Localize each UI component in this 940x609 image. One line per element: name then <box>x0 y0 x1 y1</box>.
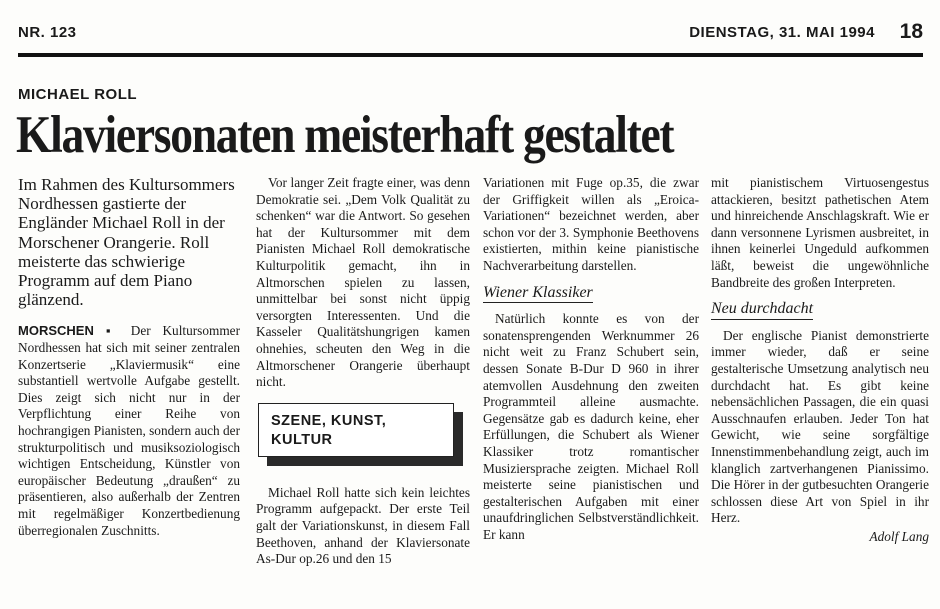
column-1 <box>18 175 240 539</box>
dateline: MORSCHEN ▪ <box>18 323 119 339</box>
paragraph-text: Der Kultursommer Nordhessen hat sich mit seiner zentralen Konzertserie „Klaviermusik“ eine substantiell wertvolle Aufgabe gestellt. Dies zeigt sich nicht nur in der Verpflichtung einer Reihe von hochrangigen Pianisten, sondern auch der strukturpolitisch und musiksoziologisch wichtigen Entscheidung, Künstler von europäischer Bedeutung „draußen“ zu präsentieren, also außerhalb der Zentren mit regelmäßiger Konzertbedienung überregionalen Zuschnitts. <box>18 323 241 538</box>
page-number: 18 <box>899 20 923 43</box>
issue-date: DIENSTAG, 31. MAI 1994 <box>689 24 875 41</box>
header-rule <box>18 53 923 57</box>
issue-number: NR. 123 <box>18 24 77 41</box>
body-paragraph: Vor langer Zeit fragte einer, was denn Demokratie sei. „Dem Volk Qualität zu schenken“ war die Antwort. So gesehen hat der Kultursommer mit dem Pianisten Michael Roll demokratische Kulturpolitik gemacht, ihn in Altmorschen spielen zu lassen, unmittelbar bei sonst nicht üppig versorgten Interessenten. Und die Kasseler Qualitätshungrigen kamen ohnehies, scheuten den Weg in die Altmorschener Orangerie überhaupt nicht. <box>256 175 470 390</box>
headline: Klaviersonaten meisterhaft gestaltet <box>16 106 674 164</box>
column-4 <box>711 175 929 545</box>
subheading: Wiener Klassiker <box>483 285 593 304</box>
body-paragraph: mit pianistischem Virtuosengestus attackieren, besitzt pathetischen Atem und hinreichende Anschlagskraft. Wie er dann versonnene Lyrismen ausbreitet, in ihnen keinerlei Ungeduld aufkommen läßt, beweist die ungewöhnliche Bandbreite des großen Interpreten. <box>711 175 929 290</box>
rubric-label <box>271 412 386 450</box>
rubric-line: KULTUR <box>271 431 333 448</box>
body-paragraph: Michael Roll hatte sich kein leichtes Programm aufgepackt. Der erste Teil galt der Variationskunst, in diesem Fall Beethoven, anhand der Klaviersonate As-Dur op.26 und den 15 <box>256 484 470 567</box>
body-paragraph: Natürlich konnte es von der sonatensprengenden Werknummer 26 nicht weit zu Franz Schubert sein, dessen Sonate B-Dur D 960 in ihrer atemvollen Ausdehnung den zweiten Programmteil alleine ausmachte. Gegensätze gab es dadurch keine, eher Erfüllungen, die Schubert als Wiener Klassiker trotz romantischer Musiziersprache zeigten. Michael Roll meisterte seine pianistischen und gestalterischen Aufgaben mit einer unaufdringlichen Selbstverständlichkeit. Er kann <box>483 311 699 542</box>
lead-paragraph: Im Rahmen des Kultursommers Nordhessen gastierte der Engländer Michael Roll in der Morschener Orangerie. Roll meisterte das schwierige Programm auf dem Piano glänzend. <box>18 175 235 310</box>
body-paragraph: Der englische Pianist demonstrierte immer wieder, daß er seine gestalterische Umsetzung analytisch neu durchdacht hat. Es gibt keine nebensächlichen Passagen, die ein quasi Ausschnaufen erlauben. Jeder Ton hat Gewicht, wie seine sorgfältige Innenstimmenbehandlung zeigt, auch im klanglich zartverhangenen Pianissimo. Die Hörer in der gutbesuchten Orangerie schlossen diese Art von Spiel in ihr Herz. <box>711 327 929 526</box>
body-paragraph: Variationen mit Fuge op.35, die zwar der Griffigkeit willen als „Eroica-Variationen“ bezeichnet werden, aber schon vor der 3. Symphonie Beethovens existierten, mithin keine pianistische Nachverarbeitung darstellen. <box>483 175 699 273</box>
rubric-box <box>258 403 454 457</box>
subheading: Neu durchdacht <box>711 301 813 320</box>
byline: Adolf Lang <box>869 528 929 544</box>
author-kicker: MICHAEL ROLL <box>18 86 138 103</box>
body-paragraph <box>18 323 240 539</box>
rubric-line: SZENE, KUNST, <box>271 412 387 429</box>
page-header <box>18 20 923 46</box>
column-3 <box>483 175 699 543</box>
column-2 <box>256 175 470 568</box>
